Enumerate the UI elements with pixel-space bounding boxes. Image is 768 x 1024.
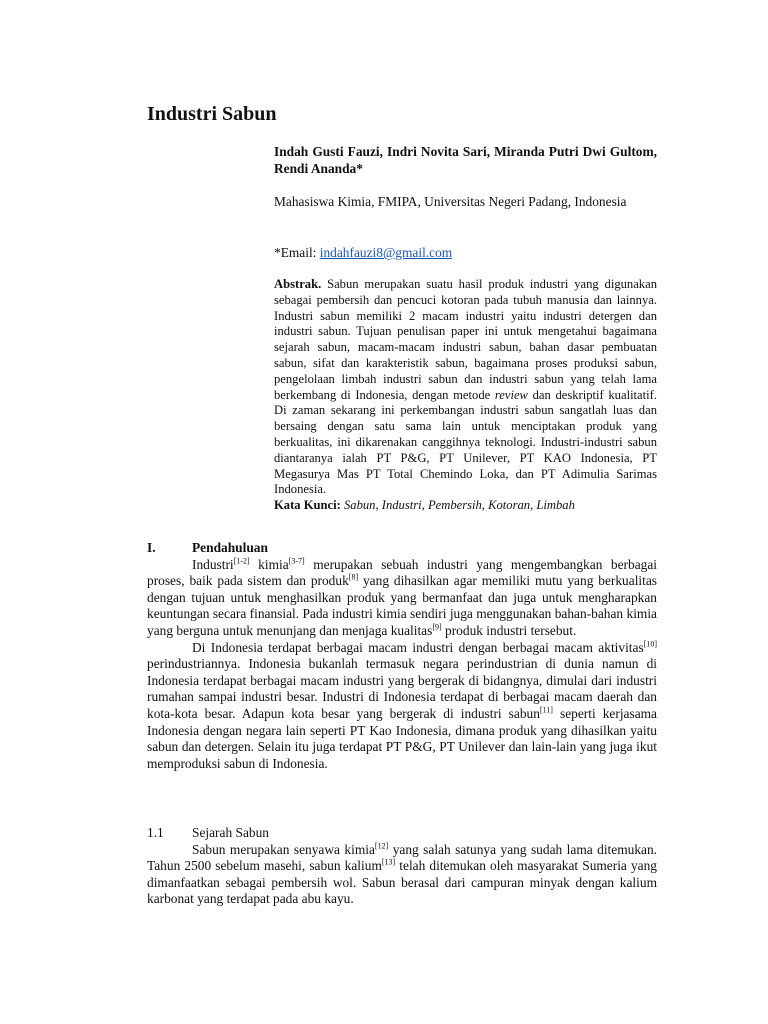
text-run: Di Indonesia terdapat berbagai macam industri dengan berbagai macam aktivitas [192,639,644,655]
section-number: I. [147,540,156,555]
citation: [11] [539,705,553,715]
paragraph [147,640,657,773]
text-run: Industri [192,556,234,572]
abstract-text-2: dan deskriptif kualitatif. Di zaman sekarang ini perkembangan industri sabun sangatlah luas dan bersaing dengan satu sama lain untuk menciptakan produk yang berkualitas, ini dikarenakan canggihnya teknologi. Industri-industri sabun diantaranya ialah PT P&G, PT Unilever, PT KAO Indonesia, PT Megasurya Mas PT Total Chemindo Loka, dan PT Adimulia Sarimas Indonesia. [274,387,657,497]
paper-title: Industri Sabun [147,103,277,125]
paragraph [147,557,657,640]
keywords-list: Sabun, Industri, Pembersih, Kotoran, Limbah [340,498,575,513]
paragraph [147,842,657,908]
section-introduction [147,540,657,772]
subsection-title: Sejarah Sabun [192,825,269,840]
section-heading [147,540,657,557]
abstract-review-word: review [494,387,528,402]
abstract-body [274,277,657,498]
text-run: perindustriannya. Indonesia bukanlah termasuk negara perindustrian di dunia namun di Indonesia terdapat berbagai macam industri yang bergerak di bidangnya, dimulai dari industri rumahan sampai industri besar. Industri di Indonesia terdapat di berbagai macam daerah dan kota-kota besar. Adapun kota besar yang bergerak di industri sabun [147,656,657,721]
citation: [1-2] [233,556,250,566]
keywords [274,498,657,514]
author-list: Indah Gusti Fauzi, Indri Novita Sari, Miranda Putri Dwi Gultom, Rendi Ananda* [274,144,657,176]
abstract-label: Abstrak. [274,277,322,291]
citation: [13] [381,857,396,867]
citation: [12] [374,841,389,851]
section-title: Pendahuluan [192,540,268,555]
abstract-text-1: Sabun merupakan suatu hasil produk industri yang digunakan sebagai pembersih dan pencuci kotoran pada tubuh manusia dan lainnya. Industri sabun memiliki 2 macam industri yaitu industri detergen dan industri sabun. Tujuan penulisan paper ini untuk mengetahui bagaimana sejarah sabun, macam-macam industri sabun, bahan dasar pembuatan sabun, sifat dan karakteristik sabun, bagaimana proses produksi sabun, pengelolaan limbah industri sabun dan industri sabun yang telah lama berkembang di Indonesia, dengan metode [274,277,657,402]
email-line [274,245,657,262]
citation: [8] [348,572,359,582]
subsection-heading [147,825,657,842]
text-run: yang dihasilkan agar memiliki mutu yang berkualitas dengan tujuan untuk menghasilkan produk yang bermanfaat dan juga untuk mengharapkan keuntungan secara finansial. Pada industri kimia sendiri juga menggunakan bahan-bahan kimia yang berguna untuk menunjang dan menjaga kualitas [147,573,658,638]
citation: [10] [643,639,657,649]
text-run: merupakan sebuah industri yang mengembangkan berbagai proses, baik pada sistem dan produk [147,556,658,589]
subsection-number: 1.1 [147,825,164,840]
text-run: yang salah satunya yang sudah lama ditemukan. Tahun 2500 sebelum masehi, sabun kalium [147,841,658,874]
text-run: kimia [249,556,289,572]
email-label: *Email: [274,245,320,260]
citation: [3-7] [288,556,305,566]
keywords-label: Kata Kunci: [274,498,341,513]
text-run: produk industri tersebut. [441,622,577,638]
email-link[interactable]: indahfauzi8@gmail.com [319,245,453,260]
text-run: telah ditemukan oleh masyarakat Sumeria yang dimanfaatkan sebagai pembersih wol. Sabun berasal dari campuran minyak dengan kalium karbonat yang terdapat pada abu kayu. [147,858,657,907]
affiliation: Mahasiswa Kimia, FMIPA, Universitas Negeri Padang, Indonesia [274,194,627,209]
text-run: seperti kerjasama Indonesia dengan negara lain seperti PT Kao Indonesia, dimana produk yang dihasilkan yaitu sabun dan detergen. Selain itu juga terdapat PT P&G, PT Unilever dan lain-lain yang juga ikut memproduksi sabun di Indonesia. [147,705,657,771]
section-history [147,825,657,908]
text-run: Sabun merupakan senyawa kimia [192,841,375,857]
citation: [9] [432,622,442,632]
abstract [274,277,657,514]
